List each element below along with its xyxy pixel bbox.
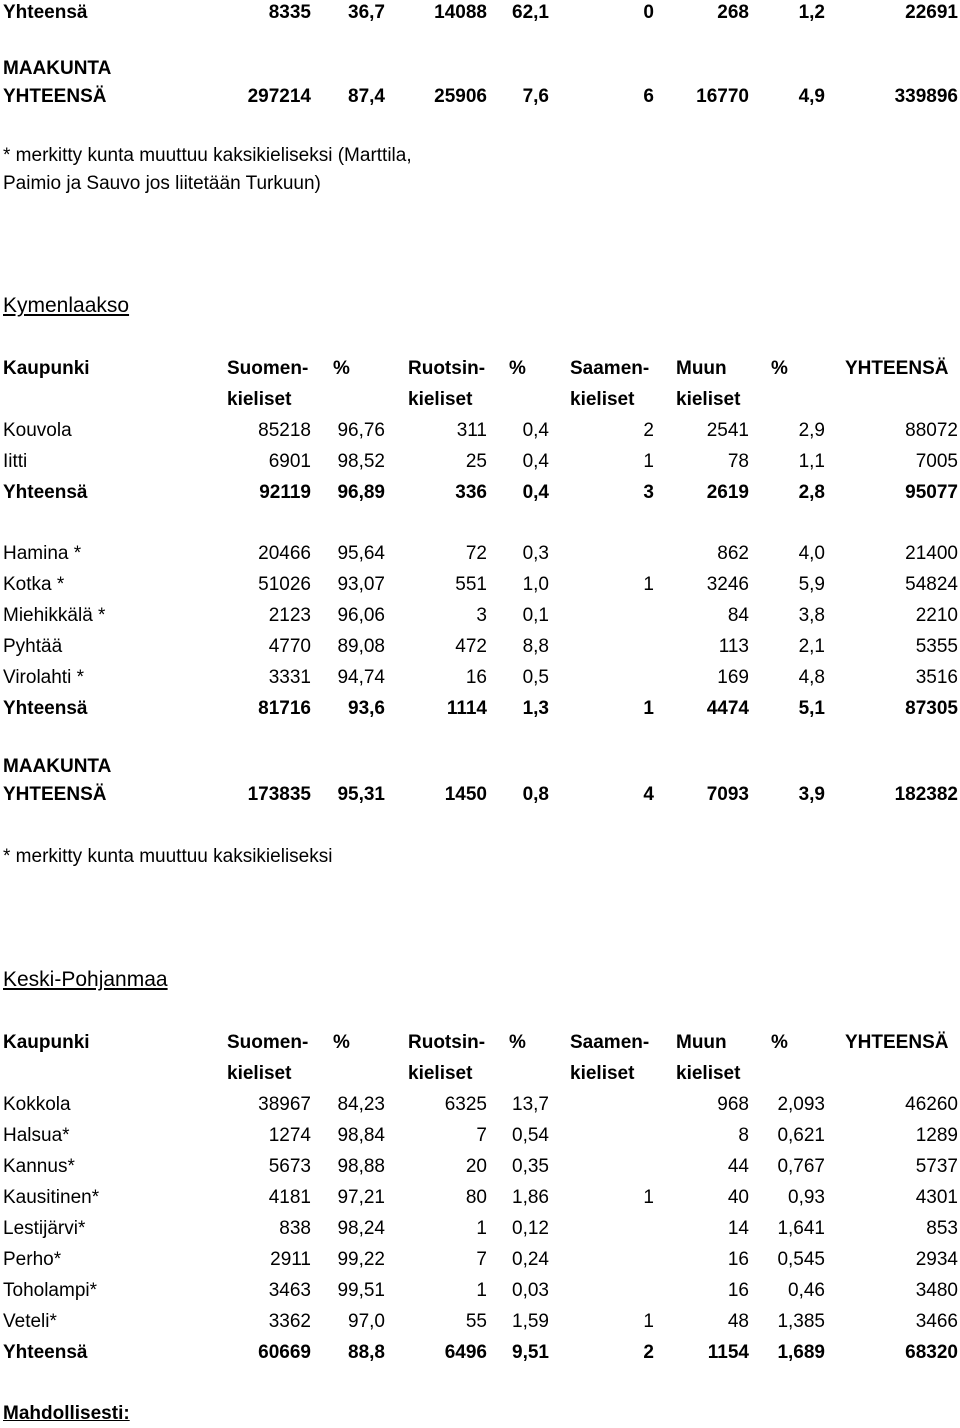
cell-other-pct: 0,46 — [788, 1280, 825, 1301]
cell-total: 339896 — [894, 86, 958, 107]
cell-finnish-pct: 98,84 — [337, 1125, 385, 1146]
cell-swedish: 3 — [476, 605, 487, 626]
cell-sami: 0 — [643, 2, 654, 23]
cell-finnish: 51026 — [258, 574, 311, 595]
cell-finnish-pct: 99,22 — [337, 1249, 385, 1270]
cell-finnish: 2123 — [268, 605, 311, 626]
cell-other: 14 — [727, 1218, 749, 1239]
cell-finnish-pct: 98,88 — [337, 1156, 385, 1177]
cell-finnish: 3362 — [268, 1311, 311, 1332]
cell-other: 16 — [727, 1280, 749, 1301]
cell-sami: 1 — [643, 574, 654, 595]
cell-finnish: 2911 — [270, 1249, 311, 1270]
cell-finnish: 297214 — [247, 86, 311, 107]
cell-swedish: 80 — [465, 1187, 487, 1208]
cell-swedish: 1114 — [446, 698, 487, 719]
cell-finnish: 5673 — [268, 1156, 311, 1177]
cell-sami: 1 — [643, 1311, 654, 1332]
cell-swedish: 336 — [455, 482, 487, 503]
cell-name: Yhteensä — [3, 1342, 88, 1363]
cell-swedish: 7 — [476, 1249, 487, 1270]
cell-swedish: 311 — [456, 420, 487, 441]
cell-other: 2619 — [706, 482, 749, 503]
cell-other-pct: 5,1 — [798, 698, 825, 719]
cell-other: 2541 — [706, 420, 749, 441]
cell-total: 22691 — [905, 2, 958, 23]
header-other-2: kieliset — [676, 389, 741, 410]
cell-other: 84 — [727, 605, 749, 626]
table-row — [0, 572, 960, 598]
cell-swedish-pct: 62,1 — [512, 2, 549, 23]
cell-name: Halsua* — [3, 1125, 70, 1146]
cell-other-pct: 4,0 — [798, 543, 825, 564]
cell-total: 46260 — [905, 1094, 958, 1115]
cell-swedish: 7 — [476, 1125, 487, 1146]
cell-finnish: 173835 — [247, 784, 311, 805]
cell-swedish-pct: 0,5 — [522, 667, 549, 688]
table-header — [0, 1030, 960, 1056]
footnote: * merkitty kunta muuttuu kaksikieliseksi — [3, 846, 333, 867]
cell-sami: 4 — [643, 784, 654, 805]
cell-other-pct: 2,1 — [798, 636, 825, 657]
cell-other: 4474 — [706, 698, 749, 719]
header-pct: % — [509, 358, 526, 379]
cell-other-pct: 1,689 — [777, 1342, 825, 1363]
table-row — [0, 449, 960, 475]
table-row — [0, 541, 960, 567]
cell-swedish: 25 — [465, 451, 487, 472]
cell-name: Kannus* — [3, 1156, 75, 1177]
cell-finnish: 8335 — [268, 2, 311, 23]
cell-swedish-pct: 0,3 — [522, 543, 549, 564]
cell-other-pct: 0,545 — [777, 1249, 825, 1270]
cell-other-pct: 3,9 — [798, 784, 825, 805]
cell-other-pct: 5,9 — [798, 574, 825, 595]
cell-other: 48 — [727, 1311, 749, 1332]
cell-total: 182382 — [894, 784, 958, 805]
cell-swedish-pct: 0,1 — [522, 605, 549, 626]
cell-other: 3246 — [706, 574, 749, 595]
cell-other-pct: 1,2 — [798, 2, 825, 23]
table-row — [0, 1216, 960, 1242]
cell-total: 3466 — [915, 1311, 958, 1332]
cell-other-pct: 2,093 — [777, 1094, 825, 1115]
cell-name: Yhteensä — [3, 2, 88, 23]
cell-total: 2934 — [915, 1249, 958, 1270]
header-finnish: Suomen- — [227, 358, 309, 379]
cell-other-pct: 4,8 — [798, 667, 825, 688]
cell-name: Perho* — [3, 1249, 62, 1270]
header-pct: % — [509, 1032, 526, 1053]
cell-other: 40 — [727, 1187, 749, 1208]
cell-finnish-pct: 96,76 — [337, 420, 385, 441]
cell-other: 268 — [717, 2, 749, 23]
cell-other-pct: 4,9 — [798, 86, 825, 107]
cell-name: Kouvola — [3, 420, 72, 441]
cell-name: Kotka * — [3, 574, 65, 595]
cell-swedish-pct: 1,0 — [522, 574, 549, 595]
cell-finnish-pct: 94,74 — [337, 667, 385, 688]
cell-finnish: 1274 — [268, 1125, 311, 1146]
cell-swedish-pct: 1,3 — [522, 698, 549, 719]
cell-other: 7093 — [706, 784, 749, 805]
cell-swedish-pct: 0,35 — [512, 1156, 549, 1177]
cell-other: 16 — [727, 1249, 749, 1270]
cell-total: 1289 — [915, 1125, 958, 1146]
cell-other-pct: 1,641 — [777, 1218, 825, 1239]
cell-total: 853 — [926, 1218, 958, 1239]
cell-other-pct: 3,8 — [798, 605, 825, 626]
footnote: Paimio ja Sauvo jos liitetään Turkuun) — [3, 173, 321, 194]
header-sami: Saamen- — [570, 1032, 650, 1053]
cell-swedish-pct: 0,8 — [522, 784, 549, 805]
cell-total: 21400 — [905, 543, 958, 564]
cell-finnish-pct: 93,07 — [337, 574, 385, 595]
cell-finnish-pct: 96,06 — [337, 605, 385, 626]
header-sami-2: kieliset — [570, 1063, 635, 1084]
cell-total: 54824 — [905, 574, 958, 595]
cell-name: YHTEENSÄ — [3, 86, 107, 107]
cell-total: 87305 — [905, 698, 958, 719]
header-city: Kaupunki — [3, 1032, 90, 1053]
header-other-2: kieliset — [676, 1063, 741, 1084]
table-row — [0, 1092, 960, 1118]
cell-total: 68320 — [905, 1342, 958, 1363]
header-swedish: Ruotsin- — [408, 358, 486, 379]
cell-other: 8 — [738, 1125, 749, 1146]
cell-swedish: 55 — [465, 1311, 487, 1332]
cell-name: Kokkola — [3, 1094, 71, 1115]
cell-other: 862 — [717, 543, 749, 564]
cell-swedish-pct: 0,4 — [522, 482, 549, 503]
cell-finnish: 6901 — [268, 451, 311, 472]
cell-swedish-pct: 0,03 — [512, 1280, 549, 1301]
cell-swedish-pct: 7,6 — [522, 86, 549, 107]
cell-swedish: 6496 — [444, 1342, 487, 1363]
cell-name: Lestijärvi* — [3, 1218, 86, 1239]
cell-swedish-pct: 0,4 — [522, 451, 549, 472]
cell-sami: 1 — [643, 1187, 654, 1208]
cell-name: Toholampi* — [3, 1280, 97, 1301]
cell-swedish: 72 — [465, 543, 487, 564]
header-pct: % — [771, 358, 788, 379]
cell-total: 88072 — [905, 420, 958, 441]
cell-finnish-pct: 98,24 — [337, 1218, 385, 1239]
table-row — [0, 665, 960, 691]
cell-finnish-pct: 93,6 — [348, 698, 385, 719]
table-row — [0, 1340, 960, 1366]
cell-swedish: 25906 — [434, 86, 487, 107]
table-header — [0, 356, 960, 382]
cell-name: Virolahti * — [3, 667, 84, 688]
header-sami: Saamen- — [570, 358, 650, 379]
header-pct: % — [333, 1032, 350, 1053]
cell-finnish-pct: 89,08 — [337, 636, 385, 657]
cell-swedish-pct: 9,51 — [512, 1342, 549, 1363]
cell-swedish: 14088 — [434, 2, 487, 23]
cell-other: 16770 — [696, 86, 749, 107]
cell-name: Iitti — [3, 451, 28, 472]
cell-finnish-pct: 88,8 — [348, 1342, 385, 1363]
cell-finnish: 85218 — [258, 420, 311, 441]
cell-finnish-pct: 98,52 — [337, 451, 385, 472]
cell-swedish: 16 — [465, 667, 487, 688]
table-row — [0, 1247, 960, 1273]
cell-total: 7005 — [915, 451, 958, 472]
cell-total: 4301 — [915, 1187, 958, 1208]
cell-sami: 2 — [643, 1342, 654, 1363]
cell-swedish-pct: 1,86 — [512, 1187, 549, 1208]
cell-finnish: 3331 — [268, 667, 311, 688]
cell-swedish-pct: 0,4 — [522, 420, 549, 441]
cell-swedish: 472 — [455, 636, 487, 657]
cell-other-pct: 1,385 — [777, 1311, 825, 1332]
cell-swedish: 20 — [465, 1156, 487, 1177]
table-row — [0, 418, 960, 444]
header-swedish-2: kieliset — [408, 1063, 473, 1084]
cell-other-pct: 2,9 — [798, 420, 825, 441]
header-swedish: Ruotsin- — [408, 1032, 486, 1053]
section-title: Keski-Pohjanmaa — [3, 968, 168, 991]
cell-finnish-pct: 97,0 — [348, 1311, 385, 1332]
header-finnish-2: kieliset — [227, 1063, 292, 1084]
cell-sami: 2 — [643, 420, 654, 441]
cell-finnish-pct: 36,7 — [348, 2, 385, 23]
cell-other-pct: 0,621 — [777, 1125, 825, 1146]
table-row — [0, 634, 960, 660]
footer-heading: Mahdollisesti: — [3, 1403, 130, 1424]
cell-sami: 6 — [643, 86, 654, 107]
table-row — [0, 1123, 960, 1149]
cell-name: Kausitinen* — [3, 1187, 100, 1208]
cell-other: 169 — [717, 667, 749, 688]
cell-other: 1154 — [707, 1342, 749, 1363]
cell-name: Veteli* — [3, 1311, 57, 1332]
table-row — [0, 782, 960, 808]
header-swedish-2: kieliset — [408, 389, 473, 410]
cell-total: 5355 — [915, 636, 958, 657]
cell-finnish-pct: 95,31 — [337, 784, 385, 805]
table-header — [0, 1061, 960, 1087]
table-row — [0, 1278, 960, 1304]
cell-swedish: 1450 — [444, 784, 487, 805]
cell-other: 44 — [727, 1156, 749, 1177]
header-finnish: Suomen- — [227, 1032, 309, 1053]
cell-other-pct: 1,1 — [798, 451, 825, 472]
header-total: YHTEENSÄ — [845, 1032, 949, 1053]
table-row — [0, 0, 960, 26]
cell-sami: 1 — [643, 451, 654, 472]
header-finnish-2: kieliset — [227, 389, 292, 410]
table-row — [0, 696, 960, 722]
cell-total: 95077 — [905, 482, 958, 503]
table-row — [0, 1309, 960, 1335]
cell-finnish-pct: 96,89 — [337, 482, 385, 503]
cell-name: Hamina * — [3, 543, 82, 564]
cell-finnish-pct: 87,4 — [348, 86, 385, 107]
cell-other: 78 — [727, 451, 749, 472]
cell-total: 2210 — [915, 605, 958, 626]
cell-swedish-pct: 0,12 — [512, 1218, 549, 1239]
cell-swedish: 551 — [455, 574, 487, 595]
cell-finnish: 4770 — [268, 636, 311, 657]
cell-finnish: 60669 — [258, 1342, 311, 1363]
table-row — [0, 84, 960, 110]
table-header — [0, 387, 960, 413]
table-row — [0, 603, 960, 629]
cell-total: 3480 — [915, 1280, 958, 1301]
cell-finnish-pct: 84,23 — [337, 1094, 385, 1115]
header-total: YHTEENSÄ — [845, 358, 949, 379]
cell-finnish: 3463 — [268, 1280, 311, 1301]
cell-name: Miehikkälä * — [3, 605, 106, 626]
header-other: Muun — [676, 358, 727, 379]
cell-swedish-pct: 13,7 — [512, 1094, 549, 1115]
cell-finnish: 81716 — [258, 698, 311, 719]
table-row — [0, 1154, 960, 1180]
cell-other: 113 — [718, 636, 749, 657]
section-title: Kymenlaakso — [3, 294, 130, 317]
cell-swedish-pct: 1,59 — [512, 1311, 549, 1332]
cell-name: YHTEENSÄ — [3, 784, 107, 805]
cell-swedish: 6325 — [444, 1094, 487, 1115]
province-label: MAAKUNTA — [3, 756, 112, 777]
cell-name: Yhteensä — [3, 698, 88, 719]
cell-finnish: 20466 — [258, 543, 311, 564]
cell-swedish-pct: 0,54 — [512, 1125, 549, 1146]
header-other: Muun — [676, 1032, 727, 1053]
province-label: MAAKUNTA — [3, 58, 112, 79]
header-pct: % — [771, 1032, 788, 1053]
cell-finnish: 838 — [279, 1218, 311, 1239]
cell-other-pct: 0,767 — [777, 1156, 825, 1177]
cell-finnish-pct: 97,21 — [337, 1187, 385, 1208]
cell-finnish: 38967 — [258, 1094, 311, 1115]
cell-finnish-pct: 95,64 — [337, 543, 385, 564]
header-sami-2: kieliset — [570, 389, 635, 410]
cell-swedish: 1 — [476, 1280, 487, 1301]
cell-name: Yhteensä — [3, 482, 88, 503]
cell-total: 3516 — [915, 667, 958, 688]
cell-finnish-pct: 99,51 — [337, 1280, 385, 1301]
cell-other: 968 — [717, 1094, 749, 1115]
header-city: Kaupunki — [3, 358, 90, 379]
table-row — [0, 480, 960, 506]
cell-name: Pyhtää — [3, 636, 63, 657]
cell-finnish: 92119 — [259, 482, 311, 503]
cell-swedish: 1 — [476, 1218, 487, 1239]
cell-swedish-pct: 0,24 — [512, 1249, 549, 1270]
cell-other-pct: 2,8 — [798, 482, 825, 503]
cell-finnish: 4181 — [268, 1187, 311, 1208]
table-row — [0, 1185, 960, 1211]
header-pct: % — [333, 358, 350, 379]
footnote: * merkitty kunta muuttuu kaksikieliseksi (Marttila, — [3, 145, 412, 166]
cell-other-pct: 0,93 — [788, 1187, 825, 1208]
cell-sami: 3 — [643, 482, 654, 503]
cell-total: 5737 — [915, 1156, 958, 1177]
cell-swedish-pct: 8,8 — [522, 636, 549, 657]
cell-sami: 1 — [643, 698, 654, 719]
